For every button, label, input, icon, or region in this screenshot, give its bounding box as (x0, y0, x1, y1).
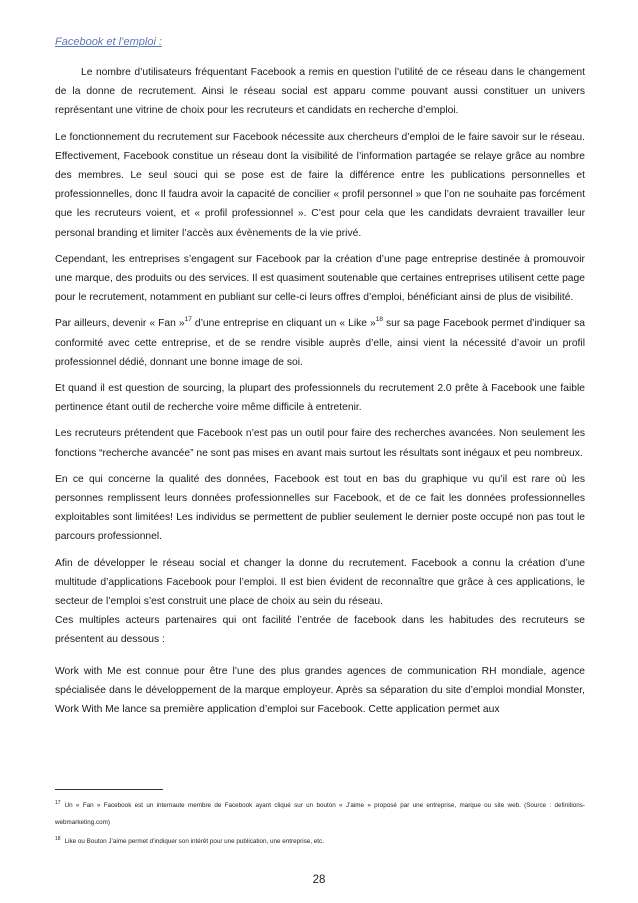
paragraph: Work with Me est connue pour être l’une des plus grandes agences de communication RH mondiale, agence spécialisée dans le développement de la marque employeur. Après sa séparation du site d’emploi mondial Monster, Work With Me lance sa première application d’emploi sur Facebook. Cette application permet aux (55, 665, 585, 716)
paragraph: Ces multiples acteurs partenaires qui ont facilité l’entrée de facebook dans les habitudes des recruteurs se présentent au dessous : (55, 615, 585, 646)
footnote (55, 831, 585, 850)
paragraph: Et quand il est question de sourcing, la plupart des professionnels du recrutement 2.0 prête à Facebook une faible pertinence étant outil de recherche voire même difficile à entretenir. (55, 383, 585, 414)
footnote-ref: 18 (375, 316, 383, 324)
footnote-ref: 17 (184, 316, 192, 324)
footnote-number: 17 (55, 800, 61, 806)
text-run: Par ailleurs, devenir « Fan » (55, 318, 185, 330)
text-run: d’une entreprise en cliquant un « Like » (191, 318, 376, 330)
paragraph: Le nombre d’utilisateurs fréquentant Facebook a remis en question l’utilité de ce réseau dans le changement de la donne de recrutement. Ainsi le réseau social est apparu comme pouvant aussi constituer un univers représentant une vitrine de choix pour les recruteurs et candidats en recherche d’emploi. (55, 67, 585, 117)
paragraph: Cependant, les entreprises s’engagent sur Facebook par la création d’une page entreprise destinée à promouvoir une marque, des produits ou des services. Il est quasiment soutenable que certaines entreprises utilisent cette page pour le recrutement, notamment en publiant sur celle-ci leurs offres d’emploi, bénéficiant ainsi de plus de visibilité. (55, 253, 585, 304)
footnote-text: Un « Fan » Facebook est un internaute membre de Facebook ayant cliqué sur un bouton « J’aime » proposé par une entreprise, marque ou site web. (Source : definitions-webmarketing.com) (55, 802, 585, 826)
footnote-text: Like ou Bouton J’aime permet d’indiquer son intérêt pour une publication, une entreprise, etc. (64, 838, 324, 845)
footnotes (55, 795, 585, 850)
footnote-separator (55, 789, 163, 790)
body-text (55, 63, 585, 726)
paragraph: Les recruteurs prétendent que Facebook n’est pas un outil pour faire des recherches avancées. Non seulement les fonctions “recherche avancée” ne sont pas mises en avant mais surtout les résultats sont inégaux et peu nombreux. (55, 428, 585, 459)
paragraph: Afin de développer le réseau social et changer la donne du recrutement. Facebook a connu la création d’une multitude d’applications Facebook pour l’emploi. Il est bien évident de reconnaître que grâce à ces applications, le secteur de l’emploi s’est construit une place de choix au sein du réseau. (55, 557, 585, 608)
section-heading: Facebook et l’emploi : (55, 36, 162, 48)
footnote (55, 795, 585, 831)
text-run: sur sa page Facebook permet d’indiquer sa conformité avec cette entreprise, et de se rendre visible auprès d’elle, ainsi vient la nécessité d’avoir un profil professionnel dédié, donnant une bonne image de soi. (55, 318, 586, 368)
footnote-number: 18 (55, 836, 61, 842)
page-number: 28 (312, 874, 326, 886)
paragraph-with-footnotes (55, 314, 585, 372)
paragraph: En ce qui concerne la qualité des données, Facebook est tout en bas du graphique vu qu’il est rare où les personnes remplissent leurs données professionnelles sur Facebook, et de ce fait les données professionnelles exploitables sont limitées! Les individus se permettent de publier seulement le dernier poste occupé non pas tout le parcours professionnel. (55, 473, 585, 543)
paragraph: Le fonctionnement du recrutement sur Facebook nécessite aux chercheurs d’emploi de le faire savoir sur le réseau. Effectivement, Facebook constitue un réseau dont la visibilité de l’information partagée se relaye grâce au nombre des membres. Le seul souci qui se pose est de faire la différence entre les publications personnelles et professionnelles, donc Il faudra avoir la capacité de concilier « profil personnel » que l’on ne souhaite pas forcément que les recruteurs voient, et « profil professionnel ». C’est pour cela que les candidats devraient travailler leur personal branding et limiter l’accès aux évènements de la vie privé. (55, 131, 585, 239)
